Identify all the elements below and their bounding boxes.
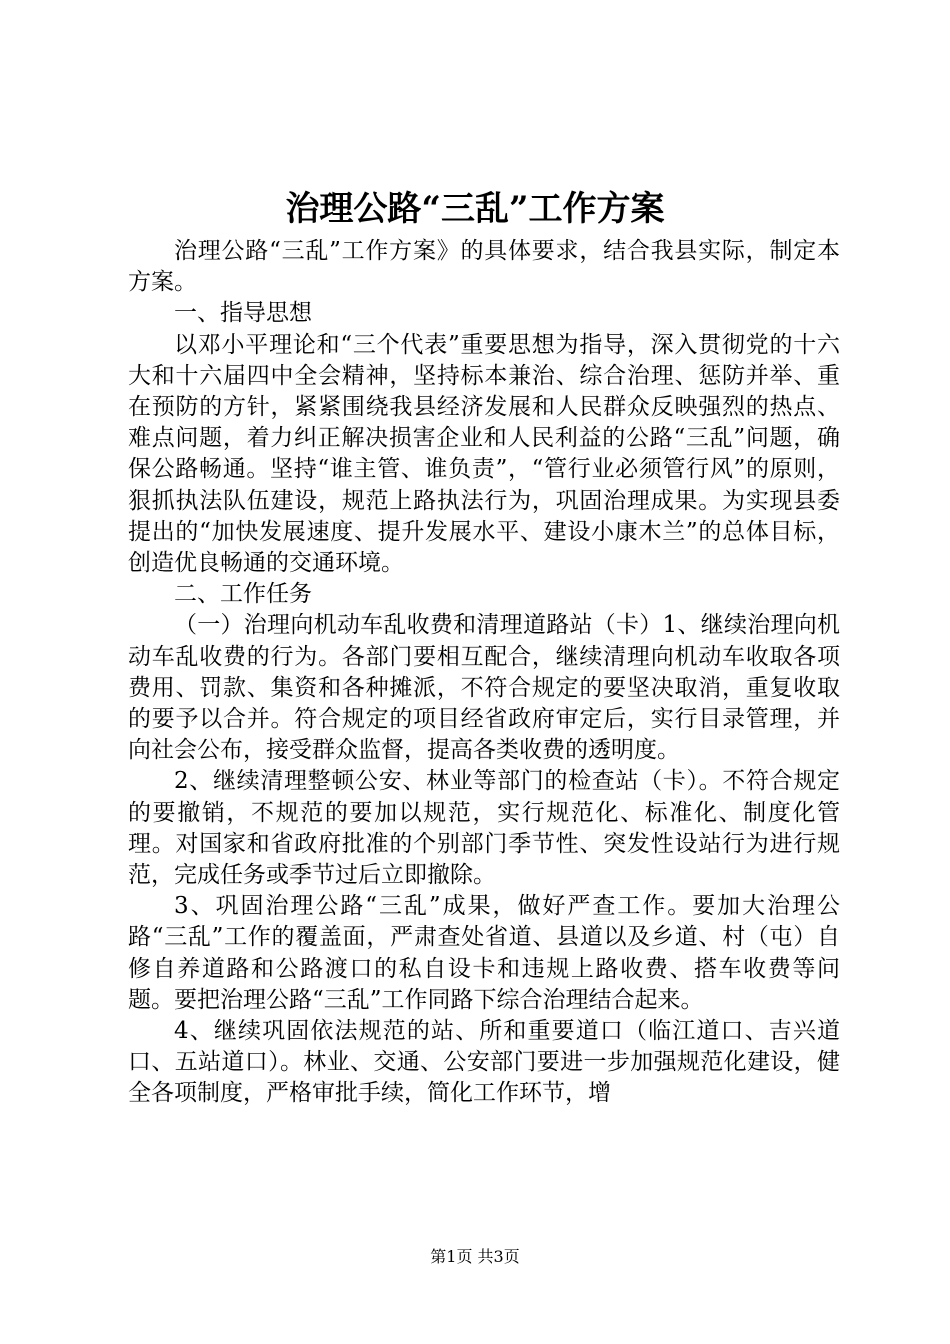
page-footer: 第1页 共3页 bbox=[430, 1247, 520, 1266]
section-heading-guiding-thought: 一、指导思想 bbox=[174, 300, 312, 327]
paragraph-task-3: 3、巩固治理公路“三乱”成果，做好严查工作。要加大治理公路“三乱”工作的覆盖面，严肃查处省道、县道以及乡道、村（屯）自修自养道路和公路渡口的私自设卡和违规上路收费、搭车收费等问题。要把治理公路“三乱”工作同路下综合治理结合起来。 bbox=[128, 893, 840, 1013]
document-body bbox=[128, 236, 840, 1110]
paragraph-guiding-thought: 以邓小平理论和“三个代表”重要思想为指导，深入贯彻党的十六大和十六届四中全会精神，坚持标本兼治、综合治理、惩防并举、重在预防的方针，紧紧围绕我县经济发展和人民群众反映强烈的热点、难点问题，着力纠正解决损害企业和人民利益的公路“三乱”问题，确保公路畅通。坚持“谁主管、谁负责”，“管行业必须管行风”的原则，狠抓执法队伍建设，规范上路执法行为，巩固治理成果。为实现县委提出的“加快发展速度、提升发展水平、建设小康木兰”的总体目标，创造优良畅通的交通环境。 bbox=[128, 331, 840, 577]
paragraph-intro: 治理公路“三乱”工作方案》的具体要求，结合我县实际，制定本方案。 bbox=[128, 238, 840, 296]
paragraph-task-2: 2、继续清理整顿公安、林业等部门的检查站（卡）。不符合规定的要撤销，不规范的要加以规范，实行规范化、标准化、制度化管理。对国家和省政府批准的个别部门季节性、突发性设站行为进行规范，完成任务或季节过后立即撤除。 bbox=[128, 768, 840, 889]
paragraph-task-1: （一）治理向机动车乱收费和清理道路站（卡）1、继续治理向机动车乱收费的行为。各部门要相互配合，继续清理向机动车收取各项费用、罚款、集资和各种摊派，不符合规定的要坚决取消，重复收取的要予以合并。符合规定的项目经省政府审定后，实行目录管理，并向社会公布，接受群众监督，提高各类收费的透明度。 bbox=[128, 612, 840, 764]
section-heading-work-tasks: 二、工作任务 bbox=[174, 581, 312, 608]
paragraph-task-4: 4、继续巩固依法规范的站、所和重要道口（临江道口、吉兴道口、五站道口）。林业、交通、公安部门要进一步加强规范化建设，健全各项制度，严格审批手续，简化工作环节，增 bbox=[128, 1018, 840, 1107]
document-title: 治理公路“三乱”工作方案 bbox=[285, 189, 665, 229]
